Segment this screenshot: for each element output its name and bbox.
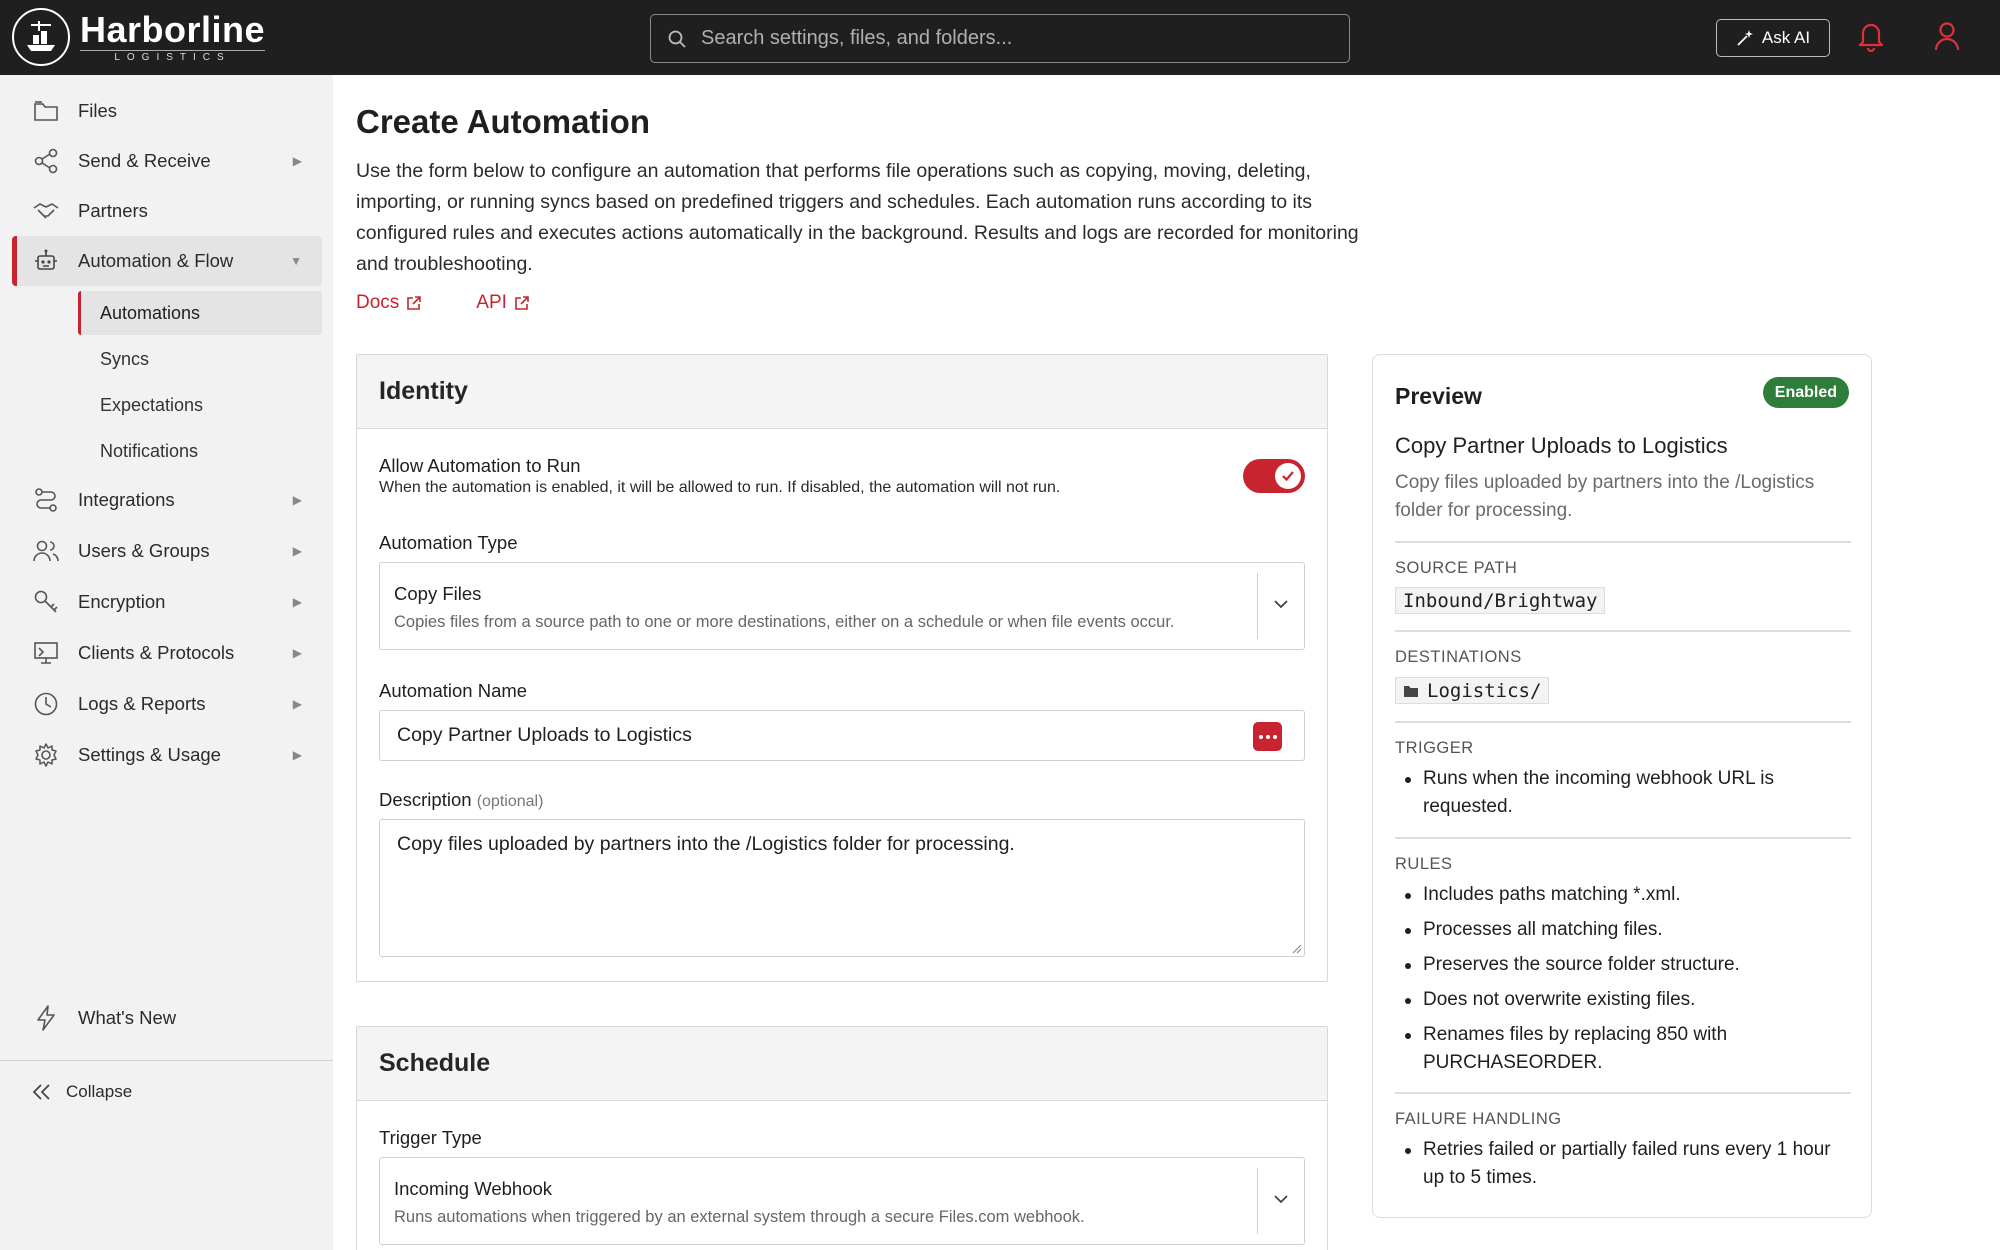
automation-type-value: Copy Files: [394, 583, 482, 604]
brand-logo[interactable]: [12, 8, 265, 66]
ask-ai-label: Ask AI: [1761, 28, 1811, 47]
doc-links: [356, 292, 530, 314]
identity-heading: Identity: [357, 355, 1327, 429]
lightning-icon: [32, 1004, 60, 1032]
source-path-label: SOURCE PATH: [1395, 559, 1518, 577]
identity-card: [356, 354, 1328, 982]
schedule-heading: Schedule: [357, 1027, 1327, 1101]
preview-automation-name: Copy Partner Uploads to Logistics: [1395, 433, 1728, 458]
automation-name-label: Automation Name: [379, 680, 528, 701]
chevron-right-icon: ▶: [292, 748, 302, 762]
sidebar-item-files[interactable]: Files: [12, 86, 322, 136]
notifications-bell-icon[interactable]: [1856, 20, 1886, 57]
automation-type-description: Copies files from a source path to one or more destinations, either on a schedule or when file events occur.: [394, 613, 1175, 631]
list-item: Processes all matching files.: [1395, 916, 1835, 944]
page-intro: Use the form below to configure an automation that performs file operations such as copying, moving, deleting, importing, or running syncs based on predefined triggers and schedules. Each automation runs according to its configured rules and executes actions automatically in the background. Results and logs are recorded for monitoring and troubleshooting.: [356, 160, 1359, 275]
toggle-knob: [1275, 463, 1301, 489]
chevron-right-icon: ▶: [292, 595, 302, 609]
sidebar-item-clients-protocols[interactable]: Clients & Protocols ▶: [12, 628, 322, 678]
list-item: Runs when the incoming webhook URL is requested.: [1395, 765, 1835, 821]
failure-handling-list: [1395, 1136, 1835, 1199]
trigger-label: TRIGGER: [1395, 739, 1474, 757]
description-textarea[interactable]: Copy files uploaded by partners into the /Logistics folder for processing.: [379, 819, 1305, 957]
status-badge: Enabled: [1763, 377, 1849, 408]
sidebar-item-integrations[interactable]: Integrations ▶: [12, 475, 322, 525]
chevron-right-icon: ▶: [292, 154, 302, 168]
sidebar-item-whats-new[interactable]: What's New: [12, 993, 322, 1043]
docs-link[interactable]: Docs: [356, 292, 422, 314]
preview-description: Copy files uploaded by partners into the /Logistics folder for processing.: [1395, 472, 1815, 521]
search-input[interactable]: [701, 27, 1321, 50]
trigger-type-select[interactable]: [379, 1157, 1305, 1245]
robot-icon: [32, 247, 60, 275]
chevron-right-icon: ▶: [292, 646, 302, 660]
trigger-type-description: Runs automations when triggered by an external system through a secure Files.com webhook.: [394, 1208, 1085, 1226]
sidebar-divider: [0, 1060, 333, 1061]
sidebar-subitem-automations[interactable]: Automations: [78, 291, 322, 335]
rules-label: RULES: [1395, 855, 1453, 873]
list-item: Includes paths matching *.xml.: [1395, 881, 1835, 909]
folder-icon: [32, 97, 60, 125]
list-item: Retries failed or partially failed runs every 1 hour up to 5 times.: [1395, 1136, 1835, 1192]
trigger-list: [1395, 765, 1835, 828]
chevron-right-icon: ▶: [292, 493, 302, 507]
sidebar-item-partners[interactable]: Partners: [12, 186, 322, 236]
preview-title: Preview: [1395, 383, 1482, 409]
api-link[interactable]: API: [476, 292, 530, 314]
sidebar-item-send-receive[interactable]: Send & Receive ▶: [12, 136, 322, 186]
gear-icon: [32, 741, 60, 769]
trigger-type-label: Trigger Type: [379, 1127, 482, 1148]
brand-name: Harborline: [80, 8, 266, 50]
failure-handling-label: FAILURE HANDLING: [1395, 1110, 1562, 1128]
external-link-icon: [514, 295, 530, 311]
sidebar: [0, 75, 333, 1250]
clock-icon: [32, 690, 60, 718]
sidebar-item-automation-flow[interactable]: Automation & Flow ▼: [12, 236, 322, 286]
chevron-right-icon: ▶: [292, 697, 302, 711]
key-icon: [32, 588, 60, 616]
automation-name-input[interactable]: Copy Partner Uploads to Logistics: [379, 710, 1305, 761]
sidebar-subitem-syncs[interactable]: Syncs: [100, 348, 150, 369]
schedule-card: [356, 1026, 1328, 1250]
folder-icon: [1403, 684, 1419, 698]
collapse-sidebar-button[interactable]: Collapse: [32, 1082, 132, 1102]
global-search[interactable]: [650, 14, 1350, 63]
double-chevron-left-icon: [32, 1083, 52, 1101]
chevron-down-icon: [1272, 595, 1290, 613]
sidebar-item-users-groups[interactable]: Users & Groups ▶: [12, 526, 322, 576]
chevron-down-icon: ▼: [290, 254, 302, 268]
sidebar-subitem-notifications[interactable]: Notifications: [100, 440, 199, 461]
share-icon: [32, 147, 60, 175]
search-icon: [667, 29, 687, 49]
trigger-type-value: Incoming Webhook: [394, 1178, 553, 1199]
brand-sub: LOGISTICS: [80, 50, 265, 63]
sidebar-subitem-expectations[interactable]: Expectations: [100, 394, 204, 415]
automation-type-select[interactable]: [379, 562, 1305, 650]
preview-panel: [1372, 354, 1872, 1218]
allow-run-description: When the automation is enabled, it will be allowed to run. If disabled, the automation will not run.: [379, 479, 1061, 496]
sidebar-item-encryption[interactable]: Encryption ▶: [12, 577, 322, 627]
description-label: Description (optional): [379, 789, 544, 810]
destinations-label: DESTINATIONS: [1395, 648, 1522, 666]
allow-run-label: Allow Automation to Run: [379, 455, 581, 476]
sidebar-item-logs-reports[interactable]: Logs & Reports ▶: [12, 679, 322, 729]
destination-chip: Logistics/: [1395, 677, 1549, 704]
route-icon: [32, 486, 60, 514]
automation-type-label: Automation Type: [379, 532, 518, 553]
harbor-logo-icon: [12, 8, 70, 66]
password-manager-icon[interactable]: [1253, 722, 1282, 751]
optional-hint: (optional): [476, 793, 544, 810]
external-link-icon: [406, 295, 422, 311]
chevron-right-icon: ▶: [292, 544, 302, 558]
check-icon: [1281, 470, 1295, 482]
chevron-down-icon: [1272, 1190, 1290, 1208]
page-title: Create Automation: [356, 103, 650, 140]
list-item: Does not overwrite existing files.: [1395, 986, 1835, 1014]
sparkle-wand-icon: [1736, 29, 1754, 47]
allow-run-toggle[interactable]: [1243, 459, 1305, 493]
list-item: Renames files by replacing 850 with PURCHASEORDER.: [1395, 1021, 1835, 1077]
rules-list: [1395, 881, 1835, 1084]
resize-grip-icon[interactable]: [1290, 942, 1302, 954]
top-bar: [0, 0, 2000, 75]
users-icon: [32, 537, 60, 565]
sidebar-item-settings-usage[interactable]: Settings & Usage ▶: [12, 730, 322, 780]
user-profile-icon[interactable]: [1932, 20, 1962, 57]
handshake-icon: [32, 197, 60, 225]
list-item: Preserves the source folder structure.: [1395, 951, 1835, 979]
network-icon: [32, 639, 60, 667]
ask-ai-button[interactable]: [1716, 19, 1830, 57]
source-path-value: Inbound/Brightway: [1395, 587, 1605, 614]
